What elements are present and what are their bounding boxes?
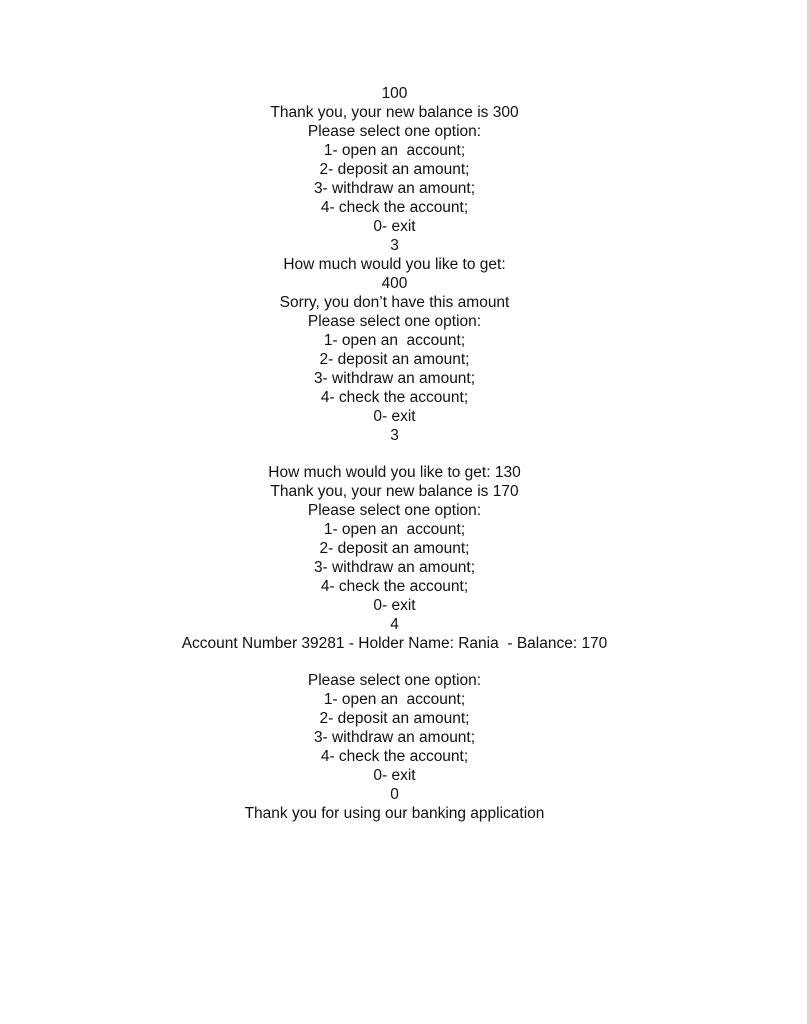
- menu-option-open-account: 1- open an account;: [323, 142, 466, 159]
- menu-option-check-account: 4- check the account;: [320, 578, 469, 595]
- menu-option-withdraw: 3- withdraw an amount;: [313, 729, 476, 746]
- menu-option-open-account: 1- open an account;: [323, 691, 466, 708]
- menu-option-deposit: 2- deposit an amount;: [319, 161, 470, 178]
- input-value: 3: [390, 237, 399, 254]
- blank-line: [0, 445, 789, 463]
- menu-option-withdraw: 3- withdraw an amount;: [313, 559, 476, 576]
- input-value: 0: [390, 786, 399, 803]
- menu-prompt: Please select one option:: [307, 672, 482, 689]
- input-value: 400: [381, 275, 408, 292]
- balance-message: Thank you, your new balance is 300: [270, 104, 519, 121]
- account-details: Account Number 39281 - Holder Name: Rania - Balance: 170: [181, 635, 608, 652]
- menu-option-deposit: 2- deposit an amount;: [319, 351, 470, 368]
- blank-line: [0, 653, 789, 671]
- input-value: 100: [381, 85, 408, 102]
- withdraw-prompt: How much would you like to get:: [283, 256, 506, 273]
- balance-message: Thank you, your new balance is 170: [270, 483, 519, 500]
- menu-option-check-account: 4- check the account;: [320, 199, 469, 216]
- insufficient-funds-message: Sorry, you don’t have this amount: [279, 294, 510, 311]
- menu-option-check-account: 4- check the account;: [320, 389, 469, 406]
- menu-option-exit: 0- exit: [373, 767, 416, 784]
- menu-option-exit: 0- exit: [373, 218, 416, 235]
- menu-option-open-account: 1- open an account;: [323, 332, 466, 349]
- goodbye-message: Thank you for using our banking application: [244, 805, 545, 822]
- menu-prompt: Please select one option:: [307, 313, 482, 330]
- menu-option-withdraw: 3- withdraw an amount;: [313, 180, 476, 197]
- input-value: 3: [390, 427, 399, 444]
- menu-prompt: Please select one option:: [307, 502, 482, 519]
- menu-option-deposit: 2- deposit an amount;: [319, 710, 470, 727]
- menu-option-exit: 0- exit: [373, 408, 416, 425]
- withdraw-prompt-with-value: How much would you like to get: 130: [268, 464, 521, 481]
- menu-option-check-account: 4- check the account;: [320, 748, 469, 765]
- menu-prompt: Please select one option:: [307, 123, 482, 140]
- input-value: 4: [390, 616, 399, 633]
- menu-option-withdraw: 3- withdraw an amount;: [313, 370, 476, 387]
- menu-option-exit: 0- exit: [373, 597, 416, 614]
- console-output-document: [0, 84, 789, 823]
- menu-option-open-account: 1- open an account;: [323, 521, 466, 538]
- menu-option-deposit: 2- deposit an amount;: [319, 540, 470, 557]
